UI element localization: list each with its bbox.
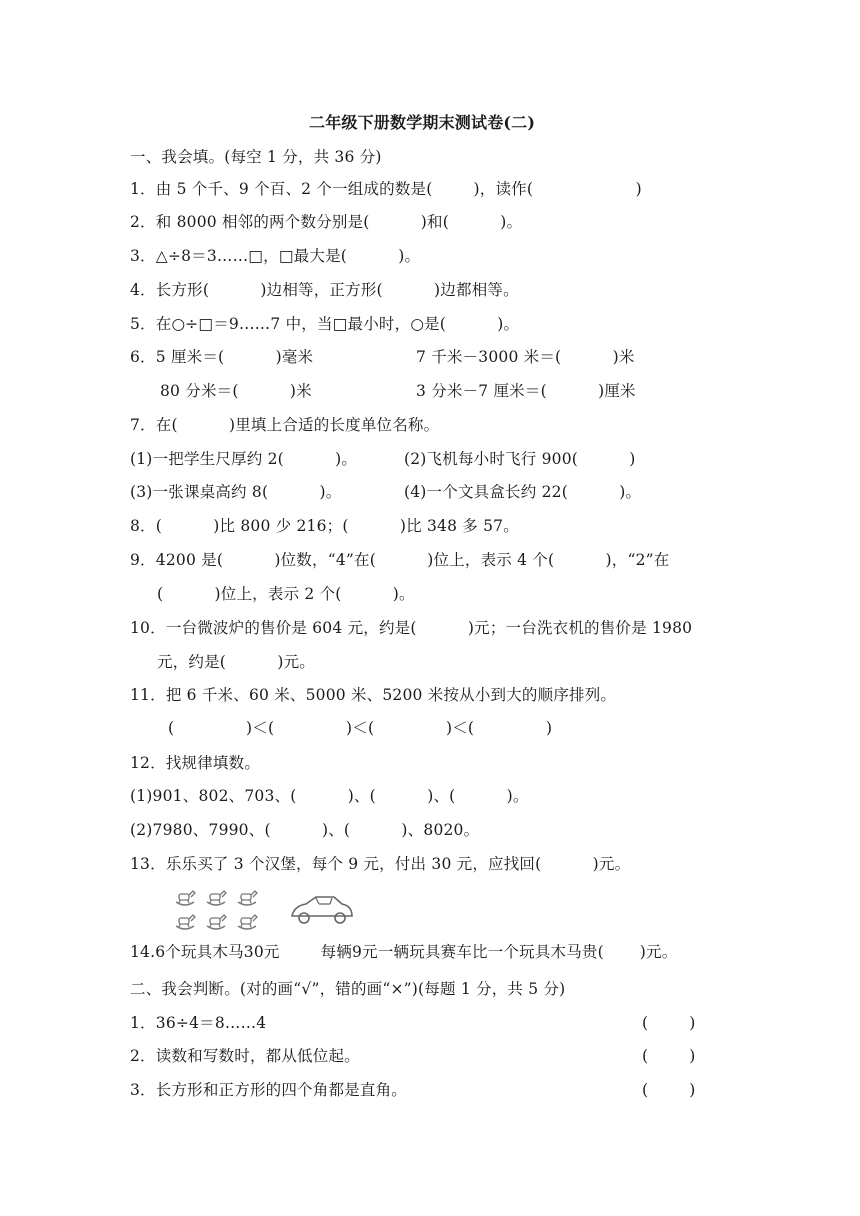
question-5: 5．在○÷□＝9……7 中，当□最小时，○是( )。 (130, 315, 520, 333)
question-7: 7．在( )里填上合适的长度单位名称。 (130, 416, 440, 434)
rocking-horse-icon (234, 912, 260, 934)
judgment-1: 1．36÷4＝8……4 (130, 1014, 267, 1032)
question-6-part-a: 6．5 厘米＝( )毫米 (130, 348, 314, 366)
toy-illustration (158, 886, 373, 942)
question-7-item-4: (4)一个文具盒长约 22( )。 (404, 483, 642, 501)
judgment-3: 3．长方形和正方形的四个角都是直角。 (130, 1081, 407, 1099)
question-12: 12．找规律填数。 (130, 754, 261, 772)
question-3: 3．△÷8＝3……□，□最大是( )。 (130, 247, 421, 265)
question-6-part-b: 7 千米－3000 米＝( )米 (416, 348, 635, 366)
question-9-line-2: ( )位上，表示 2 个( )。 (157, 585, 415, 603)
rocking-horse-icon (203, 888, 229, 910)
question-2: 2．和 8000 相邻的两个数分别是( )和( )。 (130, 213, 523, 231)
question-7-item-2: (2)飞机每小时飞行 900( ) (404, 450, 636, 468)
rocking-horse-icon (203, 912, 229, 934)
section-1-heading: 一、我会填。(每空 1 分，共 36 分) (130, 148, 382, 166)
question-11-answer-line: ( )＜( )＜( )＜( ) (168, 719, 553, 737)
question-7-item-3: (3)一张课桌高约 8( )。 (130, 483, 342, 501)
page-title: 二年级下册数学期末测试卷(二) (309, 113, 536, 132)
question-1: 1．由 5 个千、9 个百、2 个一组成的数是( )，读作( ) (130, 180, 642, 198)
question-8: 8．( )比 800 少 216；( )比 348 多 57。 (130, 517, 519, 535)
rocking-horse-icon (172, 888, 198, 910)
rocking-horse-icon (172, 912, 198, 934)
answer-box-3: ( ) (642, 1081, 696, 1099)
question-10-line-2: 元，约是( )元。 (157, 653, 315, 671)
question-6-part-c: 80 分米＝( )米 (160, 382, 312, 400)
answer-box-1: ( ) (642, 1014, 696, 1032)
rocking-horse-icon (234, 888, 260, 910)
question-7-item-1: (1)一把学生尺厚约 2( )。 (130, 450, 358, 468)
question-13: 13．乐乐买了 3 个汉堡，每个 9 元，付出 30 元，应找回( )元。 (130, 855, 631, 873)
question-6-part-d: 3 分米－7 厘米＝( )厘米 (416, 382, 636, 400)
question-14: 14.6个玩具木马30元 每辆9元一辆玩具赛车比一个玩具木马贵( )元。 (130, 943, 678, 961)
race-car-icon (286, 892, 356, 928)
answer-box-2: ( ) (642, 1047, 696, 1065)
section-2-heading: 二、我会判断。(对的画“√”，错的画“×”)(每题 1 分，共 5 分) (130, 980, 566, 998)
question-4: 4．长方形( )边相等，正方形( )边都相等。 (130, 281, 519, 299)
question-10-line-1: 10．一台微波炉的售价是 604 元，约是( )元；一台洗衣机的售价是 1980 (130, 619, 693, 637)
question-12-item-2: (2)7980、7990、( )、( )、8020。 (130, 821, 480, 839)
question-9-line-1: 9．4200 是( )位数，“4”在( )位上，表示 4 个( )，“2”在 (130, 551, 670, 569)
judgment-2: 2．读数和写数时，都从低位起。 (130, 1047, 360, 1065)
question-12-item-1: (1)901、802、703、( )、( )、( )。 (130, 787, 529, 805)
question-11: 11．把 6 千米、60 米、5000 米、5200 米按从小到大的顺序排列。 (130, 686, 617, 704)
